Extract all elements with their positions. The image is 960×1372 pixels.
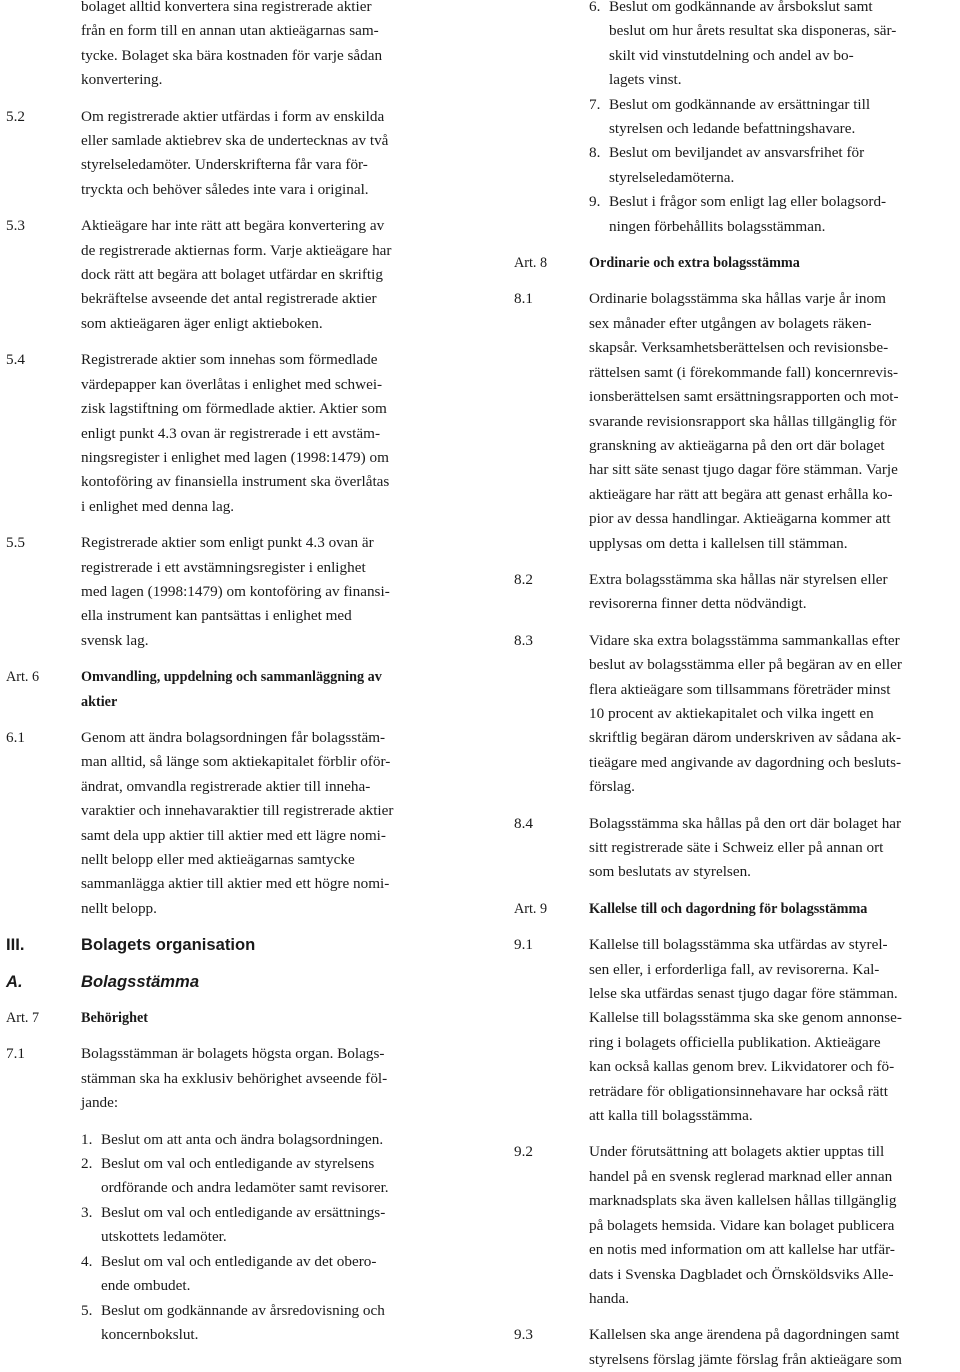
part-title: Bolagets organisation <box>81 935 256 955</box>
text-line: har sitt säte senast tjugo dagar före stämman. Varje <box>589 461 898 479</box>
text-line: beslut av bolagsstämma eller på begäran av en eller <box>589 656 902 674</box>
article-title: Behörighet <box>81 1010 148 1027</box>
section-number: 8.3 <box>514 631 533 649</box>
section-number: 8.2 <box>514 570 533 588</box>
text-line: på bolagets hemsida. Vidare kan bolaget publicera <box>589 1216 895 1234</box>
text-line: Bolagsstämma ska hållas på den ort där bolaget har <box>589 814 902 832</box>
text-line: styrelseledamöter. Underskrifterna får vara för- <box>81 156 368 174</box>
article-number: Art. 6 <box>6 669 40 686</box>
text-line: Beslut om godkännande av ersättningar till <box>609 95 871 113</box>
article-title-line: Omvandling, uppdelning och sammanläggning av <box>81 669 382 686</box>
text-line: dock rätt att begära att bolaget utfärdar en skriftig <box>81 266 383 284</box>
text-line: en notis med information om att kallelse har utfär- <box>589 1241 895 1259</box>
text-line: sammanlägga aktier till aktier med ett högre nomi- <box>81 875 390 893</box>
text-line: reträdare för obligationsinnehavare har också rätt <box>589 1082 888 1100</box>
text-line: zisk lagstiftning om förmedlade aktier. Aktier som <box>81 400 387 418</box>
text-line: eller samlade aktiebrev ska de undertecknas av två <box>81 132 389 150</box>
section-number: 5.3 <box>6 217 25 235</box>
text-line: Kallelsen ska ange ärendena på dagordningen samt <box>589 1326 900 1344</box>
section-6-1 <box>6 726 454 921</box>
list-item <box>589 141 958 190</box>
text-line: Bolagsstämman är bolagets högsta organ. Bolags- <box>81 1045 385 1063</box>
list-item <box>589 0 958 93</box>
text-line: förslag. <box>589 778 635 796</box>
article-number: Art. 9 <box>514 900 548 917</box>
text-line: Under förutsättning att bolagets aktier upptas till <box>589 1143 885 1161</box>
article-7-heading <box>6 1006 454 1030</box>
section-5-4 <box>6 348 454 519</box>
section-5-2 <box>6 105 454 203</box>
part-letter: A. <box>6 971 23 991</box>
text-line: Aktieägare har inte rätt att begära konvertering av <box>81 217 385 235</box>
text-line: registrerade i ett avstämningsregister i enlighet <box>81 558 366 576</box>
text-line: tieägare med angivande av dagordning och besluts- <box>589 753 902 771</box>
text-line: ionsberättelsen samt ersättningsrapporten och mot- <box>589 388 899 406</box>
list-item <box>81 1128 454 1152</box>
section-8-2 <box>514 568 958 617</box>
text-line: sitt registrerade säte i Schweiz eller på annan ort <box>589 839 884 856</box>
text-line: nellt belopp. <box>81 899 157 917</box>
text-line: Beslut om godkännande av årsbokslut samt <box>609 0 873 15</box>
section-8-1 <box>514 287 958 555</box>
article-number: Art. 7 <box>6 1010 40 1027</box>
section-5-3 <box>6 214 454 336</box>
article-title: Kallelse till och dagordning för bolagsstämma <box>589 900 868 917</box>
list-number: 1. <box>81 1130 93 1148</box>
text-line: bekräftelse avseende det antal registrerade aktier <box>81 290 377 308</box>
text-line: Kallelse till bolagsstämma ska utfärdas av styrel- <box>589 936 888 954</box>
article-8-heading <box>514 251 958 275</box>
text-line: lagets vinst. <box>609 71 682 89</box>
text-line: ningen förbehållits bolagsstämman. <box>609 217 826 235</box>
section-number: 5.2 <box>6 107 25 125</box>
article-title: Ordinarie och extra bolagsstämma <box>589 255 800 272</box>
list-number: 8. <box>589 144 601 162</box>
text-line: med lagen (1998:1479) om kontoföring av finansi- <box>81 582 390 600</box>
text-line: Beslut om godkännande av årsredovisning och <box>101 1301 385 1319</box>
section-number: 8.4 <box>514 814 533 832</box>
text-line: lelse ska utfärdas senast tjugo dagar före stämman. <box>589 985 898 1003</box>
part-subtitle: Bolagsstämma <box>81 971 200 991</box>
list-item <box>81 1299 454 1348</box>
competence-list-continued <box>589 0 958 239</box>
text-line: ring i bolagets officiella publikation. Aktieägare <box>589 1033 881 1051</box>
text-line: jande: <box>81 1094 119 1112</box>
text-line: ella instrument kan pantsättas i enlighet med <box>81 607 352 625</box>
list-item <box>81 1152 454 1201</box>
text-line: från en form till en annan utan aktieägarnas sam- <box>81 22 379 40</box>
section-8-4 <box>514 812 958 885</box>
text-line: Om registrerade aktier utfärdas i form av enskilda <box>81 107 385 125</box>
section-7-1 <box>6 1042 454 1115</box>
text-line: tycke. Bolaget ska bära kostnaden för varje sådan <box>81 46 383 64</box>
list-number: 7. <box>589 95 601 113</box>
text-line: Beslut om val och entledigande av det obero- <box>101 1252 377 1270</box>
section-9-1 <box>514 933 958 1128</box>
text-line: rättelsen samt (i förekommande fall) koncernrevis- <box>589 363 899 381</box>
section-5-5 <box>6 531 454 653</box>
text-line: värdepapper kan överlåtas i enlighet med schwei- <box>81 375 383 393</box>
section-number: 9.2 <box>514 1143 533 1161</box>
section-8-3 <box>514 629 958 800</box>
text-line: aktieägare har rätt att begära att genast erhålla ko- <box>589 485 893 503</box>
section-7-1-list-continued <box>514 0 958 239</box>
list-number: 4. <box>81 1252 93 1270</box>
section-number: 7.1 <box>6 1045 25 1063</box>
text-line: ordförande och andra ledamöter samt revisorer. <box>101 1179 389 1197</box>
list-item <box>589 93 958 142</box>
text-line: de registrerade aktiernas form. Varje aktieägare har <box>81 241 392 259</box>
text-line: man alltid, så länge som aktiekapitalet förblir oför- <box>81 753 391 771</box>
text-line: skilt vid vinstutdelning och andel av bo- <box>609 46 854 64</box>
competence-list <box>81 1128 454 1348</box>
text-line: ningsregister i enlighet med lagen (1998:1479) om <box>81 448 389 466</box>
text-line: varaktier och innehavaraktier till registrerade aktier <box>81 802 394 820</box>
text-line: som aktieägaren äger enligt aktieboken. <box>81 314 323 332</box>
article-title-line: aktier <box>81 693 118 710</box>
text-line: stämman ska ha exklusiv behörighet avseende föl- <box>81 1069 388 1087</box>
list-number: 6. <box>589 0 601 15</box>
section-number: 9.3 <box>514 1326 533 1344</box>
section-5-1-continued <box>6 0 454 93</box>
text-line: Extra bolagsstämma ska hållas när styrelsen eller <box>589 570 888 588</box>
text-line: styrelsens förslag jämte förslag från aktieägare som <box>589 1350 902 1368</box>
text-line: Beslut om att anta och ändra bolagsordningen. <box>101 1130 384 1148</box>
text-line: skapsår. Verksamhetsberättelsen och revisionsbe- <box>589 339 889 357</box>
text-line: beslut om hur årets resultat ska disponeras, sär- <box>609 22 897 40</box>
text-line: granskning av aktieägarna på den ort där bolaget <box>589 436 885 454</box>
text-line: Kallelse till bolagsstämma ska ske genom annonse- <box>589 1009 902 1027</box>
text-line: kan också kallas genom brev. Likvidatorer och fö- <box>589 1058 895 1076</box>
section-number: 5.5 <box>6 534 25 552</box>
text-line: utskottets ledamöter. <box>101 1228 227 1246</box>
part-a-heading <box>6 970 454 994</box>
text-line: Registrerade aktier som enligt punkt 4.3 ovan är <box>81 534 374 552</box>
text-line: handa. <box>589 1289 630 1307</box>
text-line: konvertering. <box>81 71 163 89</box>
list-number: 3. <box>81 1203 93 1221</box>
part-number: III. <box>6 935 25 955</box>
text-line: pior av dessa handlingar. Aktieägarna kommer att <box>589 510 891 528</box>
text-line: Beslut om val och entledigande av styrelsens <box>101 1155 375 1173</box>
text-line: svensk lag. <box>81 631 149 649</box>
text-line: dats i Svenska Dagbladet och Örnsköldsviks Alle- <box>589 1265 894 1283</box>
section-number: 5.4 <box>6 351 25 369</box>
text-line: sex månader efter utgången av bolagets räken- <box>589 314 872 332</box>
text-line: styrelseledamöterna. <box>609 168 735 186</box>
text-line: samt dela upp aktier till aktier med ett lägre nomi- <box>81 826 386 844</box>
list-item <box>81 1250 454 1299</box>
text-line: ändrat, omvandla registrerade aktier till inneha- <box>81 777 371 795</box>
text-line: tryckta och behöver således inte vara i original. <box>81 180 369 198</box>
text-line: i enlighet med denna lag. <box>81 497 235 515</box>
text-line: Vidare ska extra bolagsstämma sammankallas efter <box>589 631 900 649</box>
text-line: Beslut om val och entledigande av ersättnings- <box>101 1203 386 1221</box>
text-line: enligt punkt 4.3 ovan är registrerade i ett avstäm- <box>81 424 381 442</box>
text-line: revisorerna finner detta nödvändigt. <box>589 595 807 613</box>
text-line: nellt belopp eller med aktieägarnas samtycke <box>81 851 355 868</box>
text-line: sen eller, i erforderliga fall, av revisorerna. Kal- <box>589 960 880 978</box>
section-number: 8.1 <box>514 290 533 308</box>
text-line: att kalla till bolagsstämma. <box>589 1107 753 1125</box>
list-item <box>589 190 958 239</box>
text-line: Beslut i frågor som enligt lag eller bolagsord- <box>609 193 887 211</box>
text-line: Genom att ändra bolagsordningen får bolagsstäm- <box>81 728 386 746</box>
section-number: 6.1 <box>6 728 25 746</box>
text-line: som beslutats av styrelsen. <box>589 863 751 881</box>
text-line: upplysas om detta i kallelsen till stämman. <box>589 534 848 552</box>
text-line: styrelsen och ledande befattningshavare. <box>609 120 856 138</box>
text-line: 10 procent av aktiekapitalet och vilka ingett en <box>589 704 874 722</box>
article-6-heading <box>6 665 454 714</box>
article-9-heading <box>514 897 958 921</box>
text-line: Beslut om beviljandet av ansvarsfrihet för <box>609 144 865 162</box>
text-line: Registrerade aktier som innehas som förmedlade <box>81 351 378 369</box>
text-line: marknadsplats ska även kallelsen hållas tillgänglig <box>589 1192 897 1210</box>
text-line: Ordinarie bolagsstämma ska hållas varje år inom <box>589 290 886 308</box>
text-line: skriftlig begäran därom underskriven av sådana ak- <box>589 729 902 747</box>
list-number: 9. <box>589 193 601 211</box>
text-line: handel på en svensk reglerad marknad eller annan <box>589 1167 893 1185</box>
left-column <box>6 0 454 1347</box>
section-7-1-list <box>6 1128 454 1348</box>
list-item <box>81 1201 454 1250</box>
text-line: kontoföring av finansiella instrument ska överlåtas <box>81 473 390 491</box>
text-line: bolaget alltid konvertera sina registrerade aktier <box>81 0 372 15</box>
list-number: 2. <box>81 1155 93 1173</box>
text-line: ende ombudet. <box>101 1277 191 1295</box>
article-number: Art. 8 <box>514 255 548 272</box>
text-line: koncernbokslut. <box>101 1325 199 1343</box>
section-number: 9.1 <box>514 936 533 954</box>
right-column <box>514 0 958 1372</box>
list-number: 5. <box>81 1301 93 1319</box>
section-9-2 <box>514 1140 958 1311</box>
text-line: flera aktieägare som tillsammans företräder minst <box>589 680 891 698</box>
part-3-heading <box>6 933 454 957</box>
section-9-3 <box>514 1323 958 1372</box>
text-line: svarande revisionsrapport ska hållas tillgänglig för <box>589 412 897 430</box>
